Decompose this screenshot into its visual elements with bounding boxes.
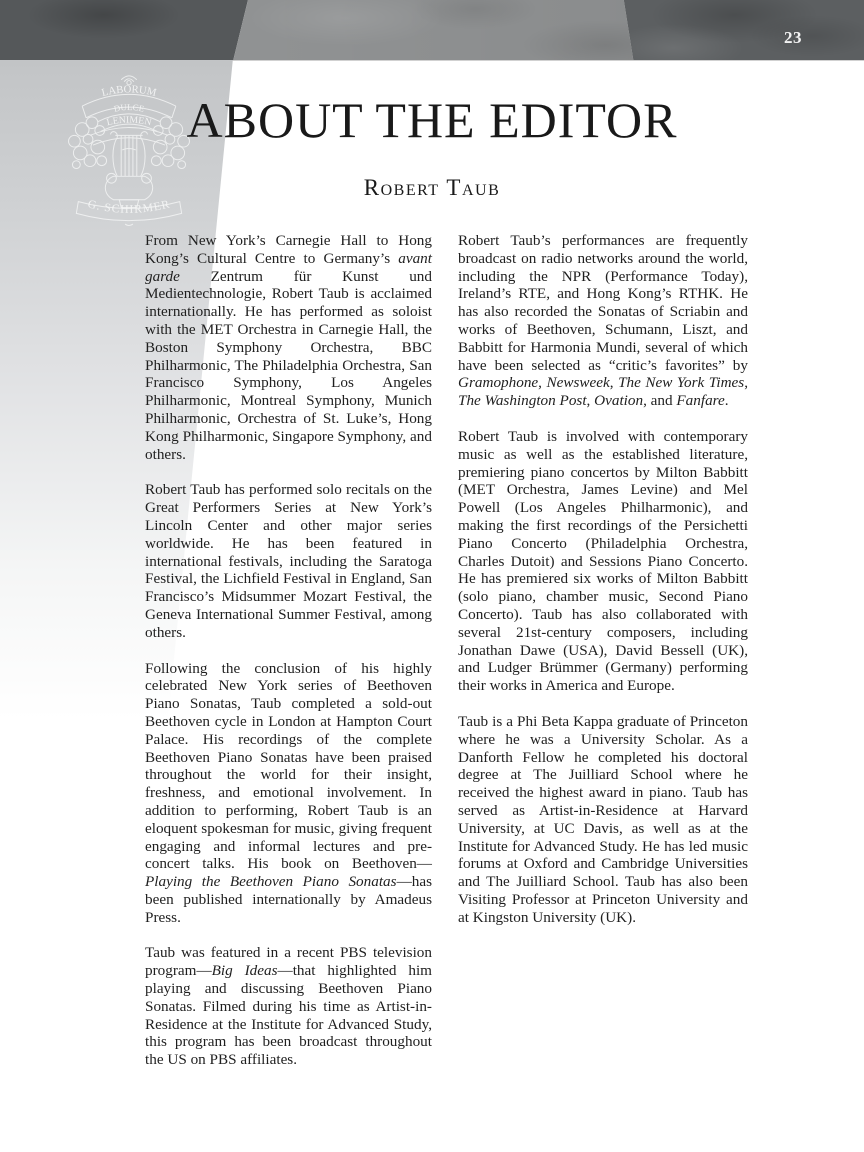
left-column — [145, 232, 432, 1087]
body-columns — [145, 232, 748, 1087]
page-title: ABOUT THE EDITOR — [186, 92, 678, 148]
paragraph: From New York’s Carnegie Hall to Hong Kong’s Cultural Centre to Germany’s avant garde Zentrum für Kunst und Medientechnologie, Robert Taub is acclaimed internationally. He has performed as soloist with the MET Orchestra in Carnegie Hall, the Boston Symphony Orchestra, BBC Philharmonic, The Philadelphia Orchestra, San Francisco Symphony, Los Angeles Philharmonic, Montreal Symphony, Munich Philharmonic, Orchestra of St. Luke’s, Hong Kong Philharmonic, Singapore Symphony, and others. — [145, 232, 432, 463]
right-column — [458, 232, 748, 1087]
paragraph: Taub is a Phi Beta Kappa graduate of Princeton where he was a University Scholar. As a Danforth Fellow he completed his doctoral degree at The Juilliard School where he received the highest award in piano. Taub has served as Artist-in-Residence at Harvard University, at UC Davis, as well as at the Institute for Advanced Study. He has led music forums at Oxford and Cambridge Universities and The Juilliard School. Taub has also been Visiting Professor at Princeton University and at Kingston University (UK). — [458, 712, 748, 926]
logo-motto-dulce: DULCE — [112, 101, 146, 114]
paragraph: Taub was featured in a recent PBS television program—Big Ideas—that highlighted him playing and discussing Beethoven Piano Sonatas. Filmed during his time as Artist-in-Residence at the Institute for Advanced Study, this program has been broadcast throughout the US on PBS affiliates. — [145, 944, 432, 1069]
page-number: 23 — [784, 28, 802, 47]
editor-name: Robert Taub — [363, 175, 501, 200]
logo-publisher-name: G. SCHIRMER — [86, 197, 172, 216]
logo-motto-lenimen: LENIMEN — [105, 114, 153, 129]
paragraph: Robert Taub has performed solo recitals on the Great Performers Series at New York’s Lincoln Center and other major series worldwide. He has been featured in international festivals, including the Saratoga Festival, the Lichfield Festival in England, San Francisco’s Midsummer Mozart Festival, the Geneva International Summer Festival, among others. — [145, 481, 432, 641]
header-band — [0, 0, 864, 61]
paragraph: Robert Taub is involved with contemporary music as well as the established literature, premiering piano concertos by Milton Babbitt (MET Orchestra, James Levine) and Mel Powell (Los Angeles Philharmonic), and making the first recordings of the Persichetti Piano Concerto (Philadelphia Orchestra, Charles Dutoit) and Sessions Piano Concerto. He has premiered six works of Milton Babbitt (solo piano, chamber music, Second Piano Concerto). Taub has also collaborated with several 21st-century composers, including Jonathan Dawe (USA), David Bessell (UK), and Ludger Brümmer (Germany) performing their works in America and Europe. — [458, 427, 748, 695]
paragraph: Following the conclusion of his highly celebrated New York series of Beethoven Piano Sonatas, Taub completed a sold-out Beethoven cycle in London at Hampton Court Palace. His recordings of the complete Beethoven Piano Sonatas have been praised throughout the world for their insight, freshness, and emotional involvement. In addition to performing, Robert Taub is an eloquent spokesman for music, giving frequent engaging and informal lectures and pre-concert talks. His book on Beethoven—Playing the Beethoven Piano Sonatas—has been published internationally by Amadeus Press. — [145, 659, 432, 926]
paragraph: Robert Taub’s performances are frequently broadcast on radio networks around the world, including the NPR (Performance Today), Ireland’s RTE, and Hong Kong’s RTHK. He has also recorded the Sonatas of Scriabin and works of Beethoven, Schumann, Liszt, and Babbitt for Harmonia Mundi, several of which have been selected as “critic’s favorites” by Gramophone, Newsweek, The New York Times, The Washington Post, Ovation, and Fanfare. — [458, 232, 748, 410]
logo-motto-laborum: LABORUM — [100, 83, 158, 100]
